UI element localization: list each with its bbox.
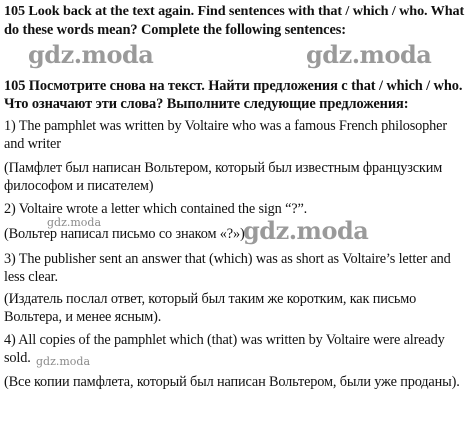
header-en-line-2: do these words mean? Complete the following sentences: xyxy=(4,22,346,38)
item-1-en-line-1: 1) The pamphlet was written by Voltaire who was a famous French philosopher xyxy=(4,118,447,134)
item-2-ru-line-1: (Вольтер написал письмо со знаком «?») xyxy=(4,226,245,242)
item-1-ru-line-1: (Памфлет был написан Вольтером, который был известным французским xyxy=(4,160,443,176)
item-4-ru-line-1: (Все копии памфлета, который был написан Вольтером, были уже проданы). xyxy=(4,374,460,390)
header-en-line-1: 105 Look back at the text again. Find sentences with that / which / who. What xyxy=(4,3,465,19)
item-1-ru-line-2: философом и писателем) xyxy=(4,178,154,194)
item-3-ru-line-1: (Издатель послал ответ, который был таким же коротким, как письмо xyxy=(4,291,417,307)
item-3-en-line-1: 3) The publisher sent an answer that (which) was as short as Voltaire’s letter and xyxy=(4,251,451,267)
watermark-small-1: gdz.moda xyxy=(47,216,102,229)
watermark-big-2: gdz.moda xyxy=(306,40,432,69)
watermark-big-1: gdz.moda xyxy=(28,40,154,69)
item-3-ru-line-2: Вольтера, и менее ясным). xyxy=(4,309,162,325)
item-2-en-line-1: 2) Voltaire wrote a letter which contained the sign “?”. xyxy=(4,201,308,217)
watermark-small-2: gdz.moda xyxy=(36,355,91,368)
header-ru-line-2: Что означают эти слова? Выполните следующие предложения: xyxy=(4,96,409,112)
item-1-en-line-2: and writer xyxy=(4,136,61,152)
item-4-en-line-1: 4) All copies of the pamphlet which (that) was written by Voltaire were already xyxy=(4,332,445,348)
watermark-big-3: gdz.moda xyxy=(243,216,369,245)
item-3-en-line-2: less clear. xyxy=(4,269,58,285)
header-ru-line-1: 105 Посмотрите снова на текст. Найти предложения с that / which / who. xyxy=(4,78,463,94)
item-4-en-line-2: sold. xyxy=(4,350,31,366)
